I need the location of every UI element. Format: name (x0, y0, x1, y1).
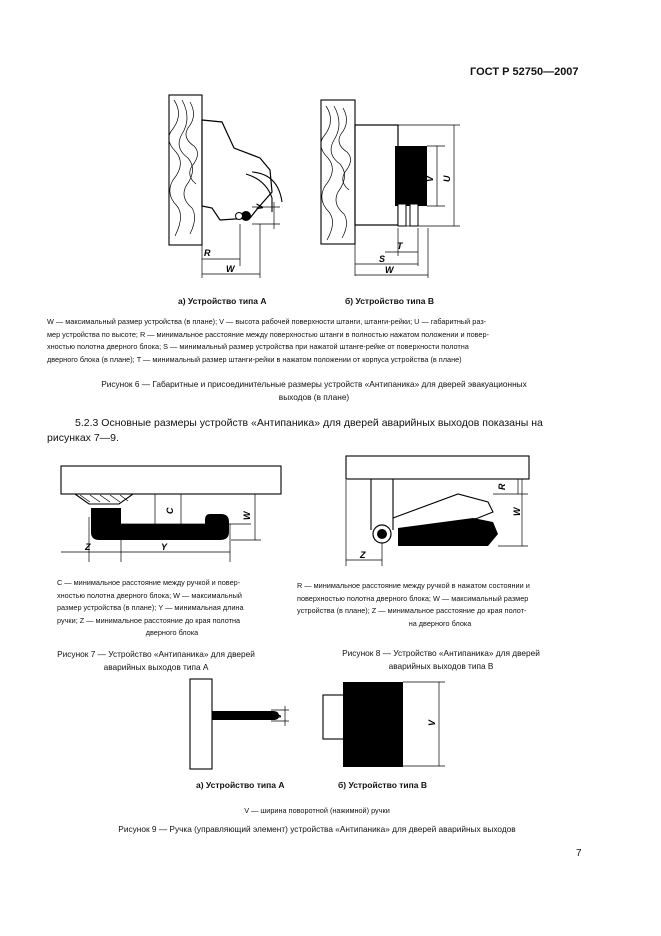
fig6b-door (321, 100, 355, 244)
figure6-drawing (160, 88, 480, 288)
fig8-label-Z: Z (360, 550, 366, 560)
fig6b-label-V: V (425, 175, 435, 182)
fig6b-label-U: U (442, 175, 452, 182)
fig9-caption-b: б) Устройство типа В (338, 780, 428, 790)
fig7-label-W: W (242, 511, 252, 520)
fig6a-wood-grain (169, 100, 181, 236)
standard-number: ГОСТ Р 52750—2007 (470, 66, 579, 78)
fig9a-label-V: V (273, 712, 283, 719)
fig6b-housing (355, 125, 398, 225)
fig7-legend: C — минимальное расстояние между ручкой и повер- хностью полотна дверного блока; W — максимальный размер устройства (в плане); Y — минимальная длина ручки; Z — минимальное расстояние до края полотна дверного блока (57, 578, 244, 638)
fig6a-label-R: R (204, 248, 211, 258)
fig6-legend: W — максимальный размер устройства (в плане); V — высота рабочей поверхности штанги, штанги-рейки; U — габаритный раз- мер устройства по высоте; R — минимальное расстояние между поверхностью штанги в полностью нажатом положении и повер- хностью полотна дверного блока; S — минимальный размер устройства при нажатой штанге-рейке от поверхности полотна дверного блока (в плане); T — минимальный размер штанги-рейки в нажатом положении от корпуса устройства (в плане) (47, 317, 489, 364)
fig6b-label-W: W (385, 265, 394, 275)
fig7-label-Y: Y (161, 542, 168, 552)
paragraph-5-2-3: 5.2.3 Основные размеры устройств «Антипаника» для дверей аварийных выходов показаны на рисунках 7—9. (47, 417, 543, 444)
fig7-label-C: C (165, 507, 175, 514)
fig6a-door (169, 95, 202, 245)
figure8-drawing (338, 450, 538, 570)
fig9b-handle (343, 682, 403, 767)
fig8-door-panel (346, 456, 529, 479)
fig6-caption-a: а) Устройство типа А (178, 296, 267, 306)
fig8-legend: R — минимальное расстояние между ручкой в нажатом состоянии и поверхностью полотна дверного блока; W — максимальный размер устройства (в плане); Z — минимальное расстояние до края полот- на дверного блока (297, 581, 530, 628)
fig9b-housing (323, 695, 345, 739)
fig9b-label-V: V (427, 719, 437, 726)
fig9a-handle (212, 711, 279, 720)
fig6-caption-b: б) Устройство типа В (345, 296, 435, 306)
fig6-title: Рисунок 6 — Габаритные и присоединительные размеры устройств «Антипаника» для дверей эвакуационных выходов (в плане) (101, 379, 527, 402)
fig8-title: Рисунок 8 — Устройство «Антипаника» для дверей аварийных выходов типа В (342, 648, 540, 671)
fig9a-door (190, 679, 212, 769)
fig7-door-panel (61, 466, 281, 494)
fig6a-label-W: W (226, 264, 235, 274)
fig9-title: Рисунок 9 — Ручка (управляющий элемент) устройства «Антипаника» для дверей аварийных выходов (118, 824, 516, 834)
fig6b-label-T: T (397, 241, 403, 251)
fig8-label-W: W (512, 507, 522, 516)
fig6b-label-S: S (379, 254, 386, 264)
page-number: 7 (576, 848, 582, 859)
fig9-legend: V — ширина поворотной (нажимной) ручки (244, 806, 390, 815)
fig6b-bar (395, 146, 427, 206)
fig7-rosette (75, 494, 133, 504)
figure7-drawing (55, 462, 290, 572)
fig9-caption-a: а) Устройство типа А (196, 780, 285, 790)
fig6a-label-V: V (255, 203, 265, 210)
fig7-label-Z: Z (85, 542, 91, 552)
fig8-label-R: R (497, 483, 507, 490)
fig7-title: Рисунок 7 — Устройство «Антипаника» для дверей аварийных выходов типа А (57, 649, 255, 672)
fig8-handle (398, 518, 498, 546)
figure9-drawing (185, 676, 455, 776)
